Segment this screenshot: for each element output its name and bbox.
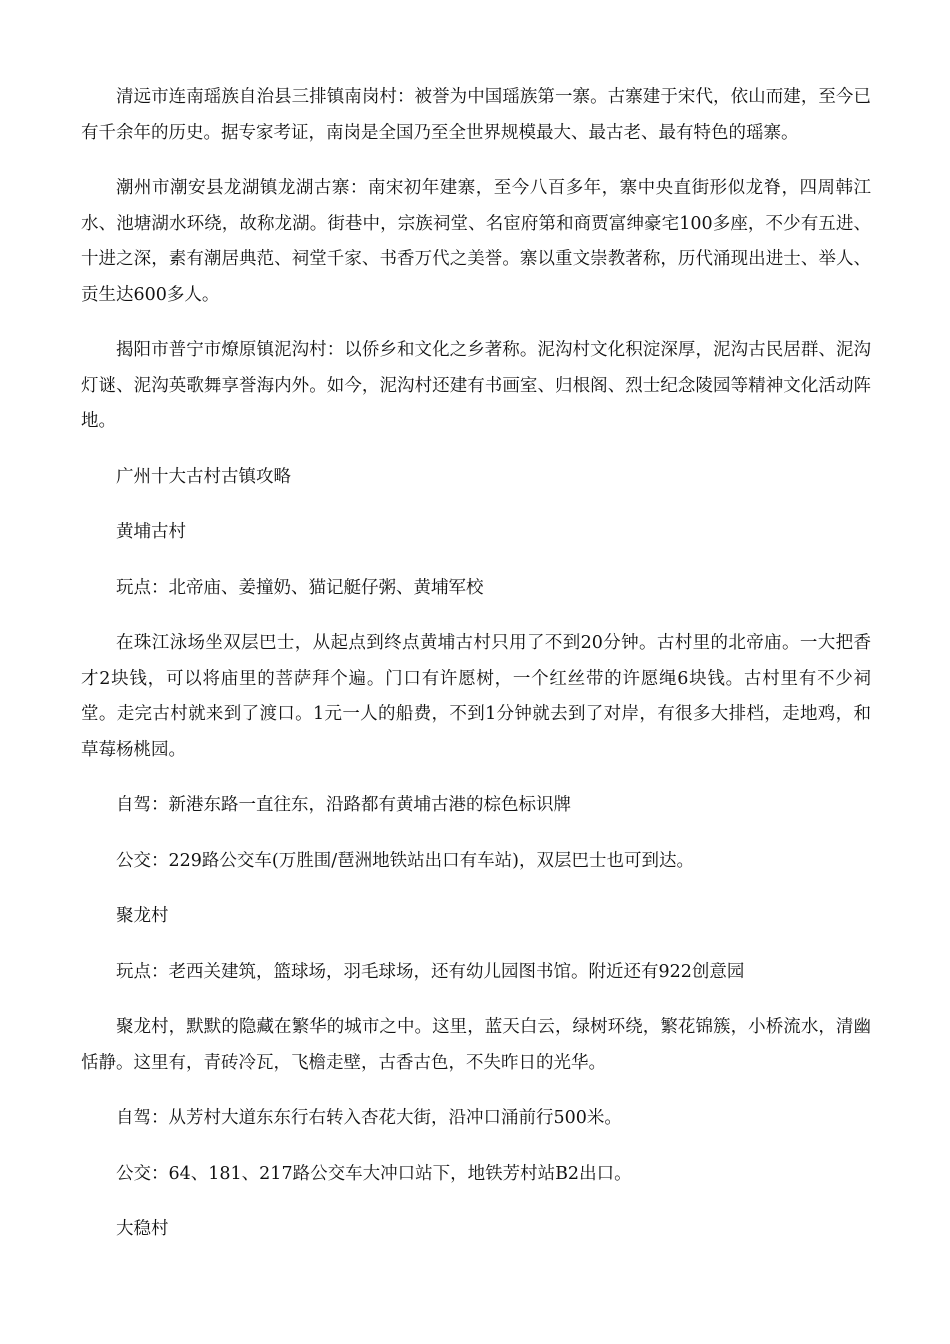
julong-highlights: 玩点：老西关建筑，篮球场，羽毛球场，还有幼儿园图书馆。附近还有922创意园 bbox=[116, 961, 745, 982]
huangpu-bus: 公交：229路公交车(万胜围/琶洲地铁站出口有车站)，双层巴士也可到达。 bbox=[116, 850, 694, 871]
paragraph-nangang-village: 清远市连南瑶族自治县三排镇南岗村：被誉为中国瑶族第一寨。古寨建于宋代，依山而建，至今已有千余年的历史。据专家考证，南岗是全国乃至全世界规模最大、最古老、最有特色的瑶寨。 bbox=[81, 87, 871, 143]
huangpu-highlights: 玩点：北帝庙、姜撞奶、猫记艇仔粥、黄埔军校 bbox=[116, 577, 484, 598]
julong-description: 聚龙村，默默的隐藏在繁华的城市之中。这里，蓝天白云，绿树环绕，繁花锦簇，小桥流水，清幽恬静。这里有，青砖冷瓦，飞檐走壁，古香古色，不失昨日的光华。 bbox=[81, 1017, 871, 1073]
section-heading-guangzhou-guide: 广州十大古村古镇攻略 bbox=[116, 466, 291, 487]
subheading-huangpu-village: 黄埔古村 bbox=[116, 522, 186, 542]
subheading-julong-village: 聚龙村 bbox=[116, 906, 169, 926]
paragraph-longhu-ancient-village: 潮州市潮安县龙湖镇龙湖古寨：南宋初年建寨，至今八百多年，寨中央直街形似龙脊，四周韩江水、池塘湖水环绕，故称龙湖。街巷中，宗族祠堂、名宦府第和商贾富绅豪宅100多座，不少有五进、十进之深，素有潮居典范、祠堂千家、书香万代之美誉。寨以重文崇教著称，历代涌现出进士、举人、贡生达600多人。 bbox=[81, 178, 871, 305]
subheading-dawen-village: 大稳村 bbox=[116, 1219, 169, 1239]
huangpu-self-drive: 自驾：新港东路一直往东，沿路都有黄埔古港的棕色标识牌 bbox=[116, 795, 571, 815]
paragraph-nigou-village: 揭阳市普宁市燎原镇泥沟村：以侨乡和文化之乡著称。泥沟村文化积淀深厚，泥沟古民居群、泥沟灯谜、泥沟英歌舞享誉海内外。如今，泥沟村还建有书画室、归根阁、烈士纪念陵园等精神文化活动阵地。 bbox=[81, 340, 871, 431]
julong-bus: 公交：64、181、217路公交车大冲口站下，地铁芳村站B2出口。 bbox=[116, 1163, 632, 1184]
huangpu-description: 在珠江泳场坐双层巴士，从起点到终点黄埔古村只用了不到20分钟。古村里的北帝庙。一大把香才2块钱，可以将庙里的菩萨拜个遍。门口有许愿树，一个红丝带的许愿绳6块钱。古村里有不少祠堂。走完古村就来到了渡口。1元一人的船费，不到1分钟就去到了对岸，有很多大排档，走地鸡，和草莓杨桃园。 bbox=[81, 633, 871, 760]
julong-self-drive: 自驾：从芳村大道东东行右转入杏花大街，沿冲口涌前行500米。 bbox=[116, 1108, 622, 1128]
document-body bbox=[81, 80, 871, 1268]
